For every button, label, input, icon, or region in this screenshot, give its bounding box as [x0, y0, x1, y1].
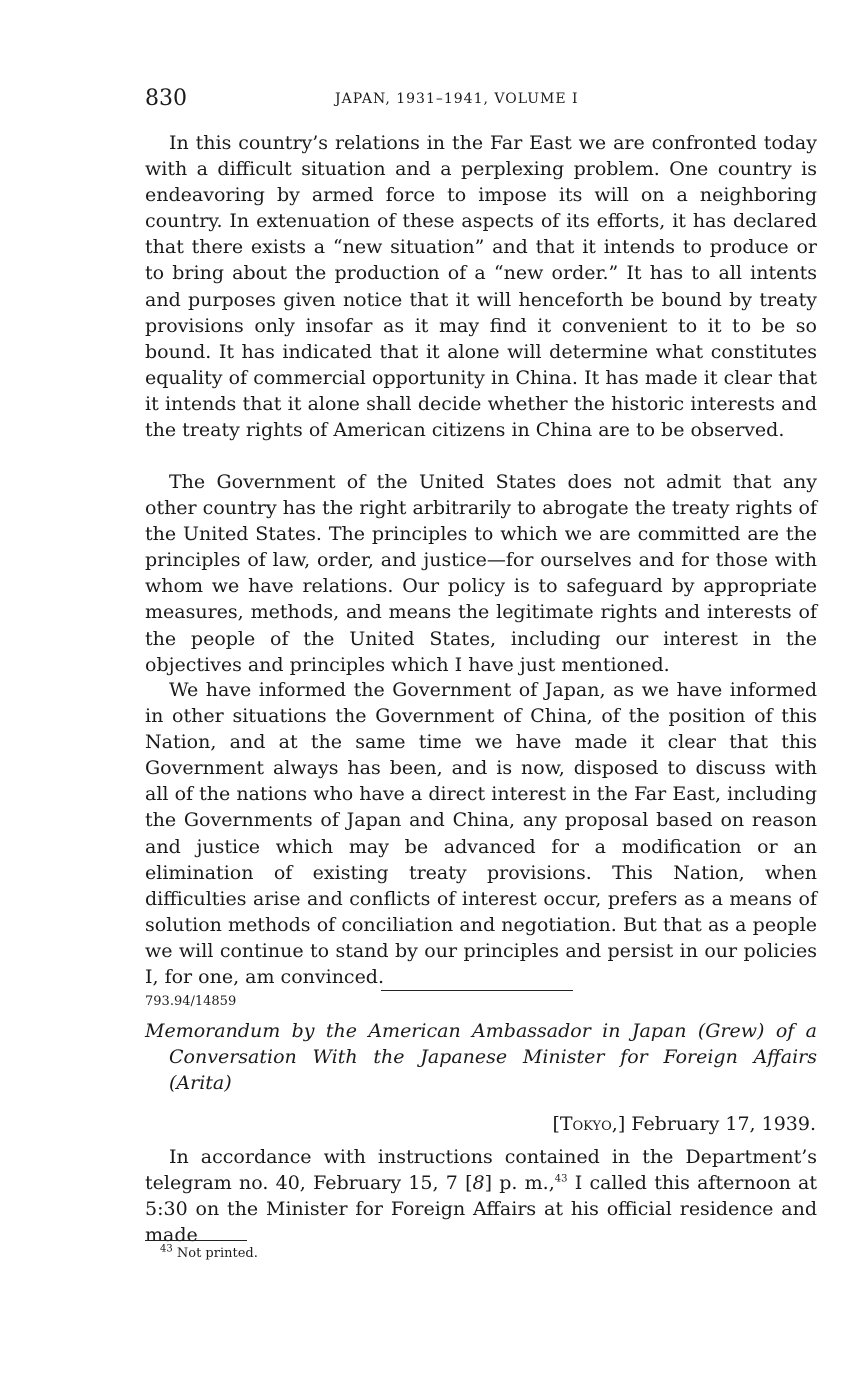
para-end: I called this afternoon at 5:30 on the Minister for Foreign Affairs at his official residence and made: [145, 1172, 817, 1247]
para-mid: ] p. m.,: [484, 1172, 555, 1195]
paragraph: [145, 130, 817, 443]
footnote-marker: 43: [160, 1243, 173, 1255]
dateline-place: [Tokyo,]: [552, 1113, 626, 1135]
paragraph: [145, 469, 817, 678]
footnote: [160, 1243, 258, 1261]
file-number: 793.94/14859: [145, 994, 237, 1009]
bracket-correction: 8: [472, 1172, 485, 1195]
paragraph-text: The Government of the United States does not admit that any other country has the right arbitrarily to abrogate the treaty rights of the United States. The principles to which we are committed are the principles of law, order, and justice—for ourselves and for those with whom we have relations. Our policy is to safeguard by appropriate measures, methods, and means the legitimate rights and interests of the people of the United States, including our interest in the objectives and principles which I have just mentioned.: [145, 471, 818, 676]
para-start: In accordance with instructions contained in the Department’s telegram no. 40, February 15, 7 [: [145, 1146, 817, 1195]
paragraph: [145, 1144, 817, 1248]
dateline-date: February 17, 1939.: [631, 1113, 816, 1135]
page-header: [145, 86, 816, 116]
paragraph-text: We have informed the Government of Japan, as we have informed in other situations the Government of China, of the position of this Nation, and at the same time we have made it clear that this Government always has been, and is now, disposed to discuss with all of the nations who have a direct interest in the Far East, including the Governments of Japan and China, any proposal based on reason and justice which may be advanced for a modification or an elimination of existing treaty provisions. This Nation, when difficulties arise and conflicts of interest occur, prefers as a means of solution methods of conciliation and negotiation. But that as a people we will continue to stand by our principles and persist in our policies I, for one, am convinced.: [145, 679, 817, 989]
running-head: JAPAN, 1931–1941, VOLUME I: [335, 91, 579, 107]
footnote-reference: 43: [554, 1173, 568, 1185]
footnote-divider: [145, 1240, 247, 1241]
page-number: 830: [145, 86, 187, 111]
memorandum-title: Memorandum by the American Ambassador in Japan (Grew) of a Conversation With the Japanese Minister for Foreign Affairs (Arita): [145, 1020, 817, 1094]
footnote-text: Not printed.: [176, 1246, 258, 1261]
paragraph-text: In this country’s relations in the Far East we are confronted today with a difficult situation and a perplexing problem. One country is endeavoring by armed force to impose its will on a neighboring country. In extenuation of these aspects of its efforts, it has declared that there exists a “new situation” and that it intends to produce or to bring about the production of a “new order.” It has to all intents and purposes given notice that it will henceforth be bound by treaty provisions only insofar as it may find it convenient to it to be so bound. It has indicated that it alone will determine what constitutes equality of commercial opportunity in China. It has made it clear that it intends that it alone shall decide whether the historic interests and the treaty rights of American citizens in China are to be observed.: [145, 132, 817, 442]
paragraph: [145, 677, 817, 990]
section-divider: [381, 990, 573, 991]
dateline: [552, 1113, 816, 1135]
paragraph-text: [145, 1144, 817, 1248]
